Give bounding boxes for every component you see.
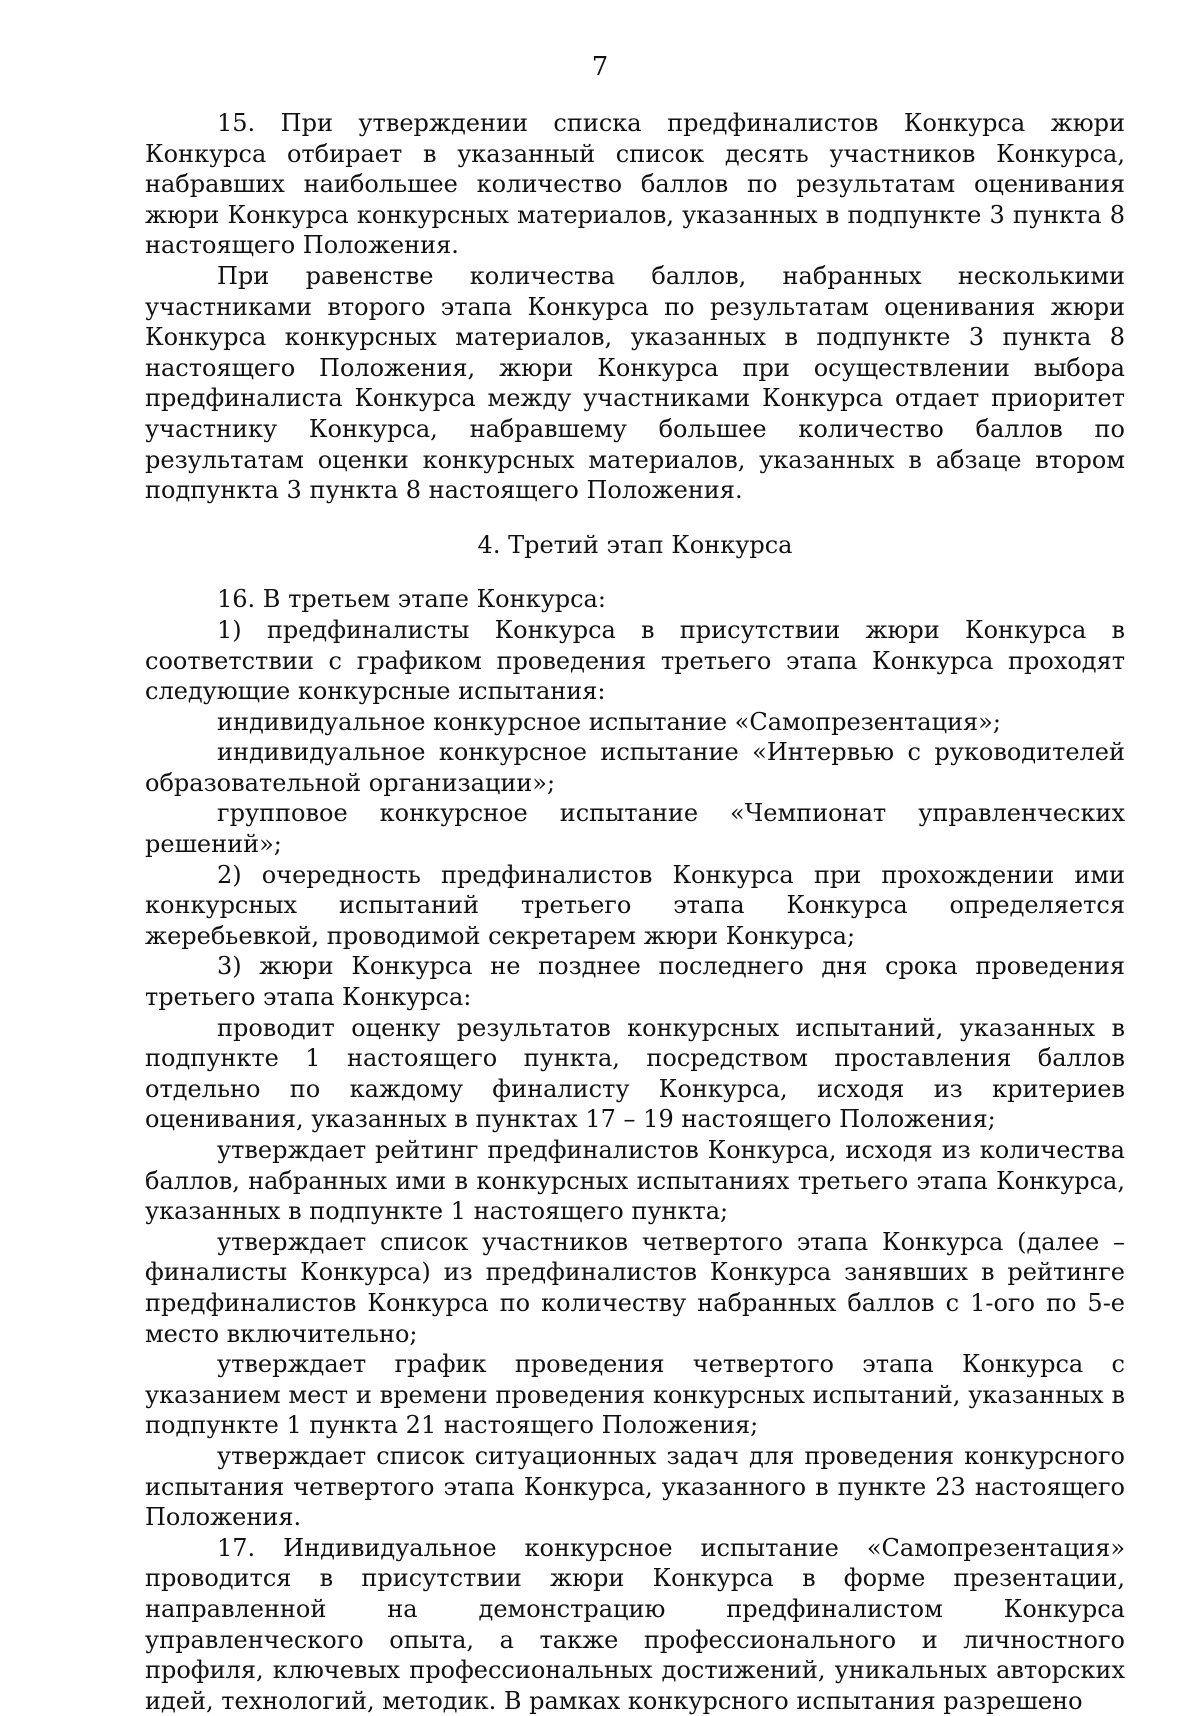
list-item-rating: утверждает рейтинг предфиналистов Конкурса, исходя из количества баллов, набранных ими в конкурсных испытаниях третьего этапа Конкурса, указанных в подпункте 1 настоящего пункта;	[145, 1136, 1125, 1226]
document-body	[145, 108, 1125, 1716]
paragraph-15: 15. При утверждении списка предфиналистов Конкурса жюри Конкурса отбирает в указанный список десять участников Конкурса, набравших наибольшее количество баллов по результатам оценивания жюри Конкурса конкурсных материалов, указанных в подпункте 3 пункта 8 настоящего Положения.	[145, 109, 1125, 260]
page-number: 7	[591, 52, 609, 82]
list-item-championship: групповое конкурсное испытание «Чемпионат управленческих решений»;	[145, 799, 1125, 859]
list-item-assessment: проводит оценку результатов конкурсных испытаний, указанных в подпункте 1 настоящего пункта, посредством проставления баллов отдельно по каждому финалисту Конкурса, исходя из критериев оценивания, указанных в пунктах 17 – 19 настоящего Положения;	[145, 1013, 1125, 1134]
list-item-finalists: утверждает список участников четвертого этапа Конкурса (далее – финалисты Конкурса) из предфиналистов Конкурса занявших в рейтинге предфиналистов Конкурса по количеству набранных баллов с 1-ого по 5-е место включительно;	[145, 1227, 1125, 1348]
paragraph-17: 17. Индивидуальное конкурсное испытание «Самопрезентация» проводится в присутствии жюри Конкурса в форме презентации, направленной на демонстрацию предфиналистом Конкурса управленческого опыта, а также профессионального и личностного профиля, ключевых профессиональных достижений, уникальных авторских идей, технологий, методик. В рамках конкурсного испытания разрешено	[145, 1533, 1125, 1715]
section-heading: 4. Третий этап Конкурса	[477, 530, 793, 559]
subparagraph-16-3: 3) жюри Конкурса не позднее последнего дня срока проведения третьего этапа Конкурса:	[145, 952, 1125, 1012]
paragraph-15-tie-rule: При равенстве количества баллов, набранных несколькими участниками второго этапа Конкурса по результатам оценивания жюри Конкурса конкурсных материалов, указанных в подпункте 3 пункта 8 настоящего Положения, жюри Конкурса при осуществлении выбора предфиналиста Конкурса между участниками Конкурса отдает приоритет участнику Конкурса, набравшему большее количество баллов по результатам оценки конкурсных материалов, указанных в абзаце втором подпункта 3 пункта 8 настоящего Положения.	[145, 261, 1125, 505]
list-item-schedule: утверждает график проведения четвертого этапа Конкурса с указанием мест и времени проведения конкурсных испытаний, указанных в подпункте 1 пункта 21 настоящего Положения;	[145, 1350, 1125, 1440]
list-item-self-presentation: индивидуальное конкурсное испытание «Самопрезентация»;	[217, 707, 1001, 736]
paragraph-16: 16. В третьем этапе Конкурса:	[217, 585, 606, 614]
list-item-situational-tasks: утверждает список ситуационных задач для проведения конкурсного испытания четвертого этапа Конкурса, указанного в пункте 23 настоящего Положения.	[145, 1441, 1125, 1532]
list-item-interview: индивидуальное конкурсное испытание «Интервью с руководителей образовательной организации»;	[145, 738, 1125, 797]
subparagraph-16-1: 1) предфиналисты Конкурса в присутствии жюри Конкурса в соответствии с графиком проведения третьего этапа Конкурса проходят следующие конкурсные испытания:	[145, 615, 1125, 706]
subparagraph-16-2: 2) очередность предфиналистов Конкурса при прохождении ими конкурсных испытаний третьего этапа Конкурса определяется жеребьевкой, проводимой секретарем жюри Конкурса;	[145, 860, 1125, 950]
